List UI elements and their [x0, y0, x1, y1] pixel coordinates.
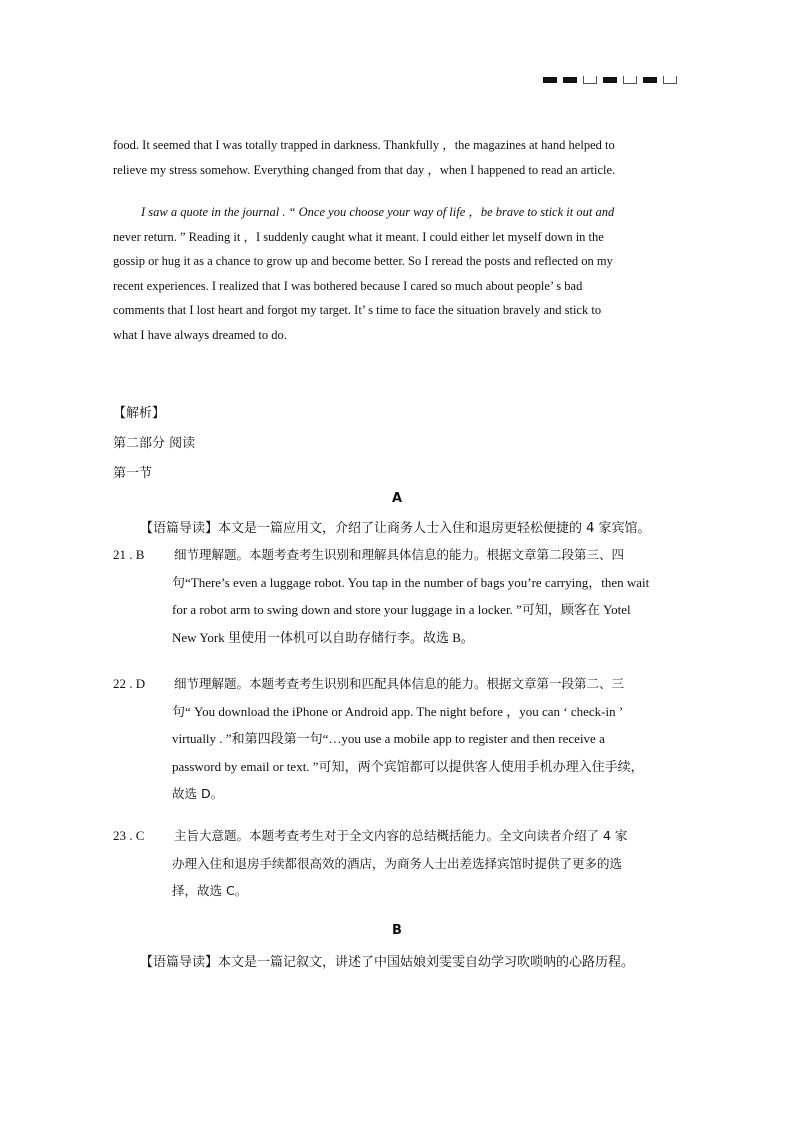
- question-23-number: 23 . C: [113, 828, 145, 843]
- question-22-number: 22 . D: [113, 676, 146, 691]
- section-heading: 第一节: [113, 466, 153, 481]
- header-mark: [603, 77, 617, 83]
- passage-b-title: B: [392, 923, 402, 938]
- passage-paragraph-2: [113, 200, 681, 348]
- header-mark: [643, 77, 657, 83]
- explanation-line: 故选 D。: [172, 786, 224, 802]
- passage-a-title: A: [391, 491, 403, 506]
- explanation-line: 句“ You download the iPhone or Android app. The night before ，you can ‘ check-in ’: [172, 703, 624, 719]
- passage-b-guide: 【语篇导读】本文是一篇记叙文，讲述了中国姑娘刘雯雯自幼学习吹唢呐的心路历程。: [140, 955, 635, 970]
- passage-line: I saw a quote in the journal . “ Once you choose your way of life ，be brave to stick it out and: [141, 205, 615, 219]
- passage-line: food. It seemed that I was totally trapped in darkness. Thankfully ，the magazines at hand helped to: [113, 138, 615, 152]
- analysis-label: 【解析】: [113, 406, 166, 421]
- explanation-line: 句“There’s even a luggage robot. You tap in the number of bags you’re carrying，then wait: [172, 574, 650, 590]
- header-mark: [663, 76, 677, 84]
- explanation-line: virtually . ”和第四段第一句“…you use a mobile app to register and then receive a: [172, 731, 605, 747]
- passage-line: never return. ” Reading it ，I suddenly caught what it meant. I could either let myself down in the: [113, 229, 604, 244]
- explanation-line: 择，故选 C。: [172, 883, 248, 899]
- header-decoration: [543, 76, 677, 84]
- passage-line: what I have always dreamed to do.: [113, 327, 287, 342]
- header-mark: [623, 76, 637, 84]
- explanation-line: 办理入住和退房手续都很高效的酒店，为商务人士出差选择宾馆时提供了更多的选: [172, 855, 623, 871]
- explanation-line: 细节理解题。本题考查考生识别和匹配具体信息的能力。根据文章第一段第二、三: [174, 676, 625, 691]
- passage-paragraph-1: [113, 133, 681, 182]
- explanation-line: 主旨大意题。本题考查考生对于全文内容的总结概括能力。全文向读者介绍了 4 家: [174, 828, 628, 843]
- explanation-line: 细节理解题。本题考查考生识别和理解具体信息的能力。根据文章第二段第三、四: [174, 547, 625, 562]
- passage-line: gossip or hug it as a chance to grow up and become better. So I reread the posts and reflected on my: [113, 254, 613, 269]
- passage-line: comments that I lost heart and forgot my target. It’ s time to face the situation bravely and stick to: [113, 303, 602, 318]
- part-heading: 第二部分 阅读: [113, 436, 196, 451]
- header-mark: [543, 77, 557, 83]
- passage-a-guide: 【语篇导读】本文是一篇应用文，介绍了让商务人士入住和退房更轻松便捷的 4 家宾馆。: [140, 521, 651, 536]
- explanation-line: password by email or text. ”可知，两个宾馆都可以提供客人使用手机办理入住手续，: [172, 758, 644, 774]
- explanation-line: for a robot arm to swing down and store your luggage in a locker. ”可知，顾客在 Yotel: [172, 602, 631, 618]
- header-mark: [563, 77, 577, 83]
- explanation-line: New York 里使用一体机可以自助存储行李。故选 B。: [172, 629, 474, 645]
- passage-line: recent experiences. I realized that I was bothered because I cared so much about people’ s bad: [113, 278, 583, 293]
- question-22-explanation: [172, 670, 680, 808]
- question-23-explanation: [172, 822, 680, 905]
- question-21-explanation: [172, 541, 680, 651]
- header-mark: [583, 76, 597, 84]
- passage-line: relieve my stress somehow. Everything changed from that day ，when I happened to read an article.: [113, 162, 616, 177]
- question-21-number: 21 . B: [113, 547, 145, 562]
